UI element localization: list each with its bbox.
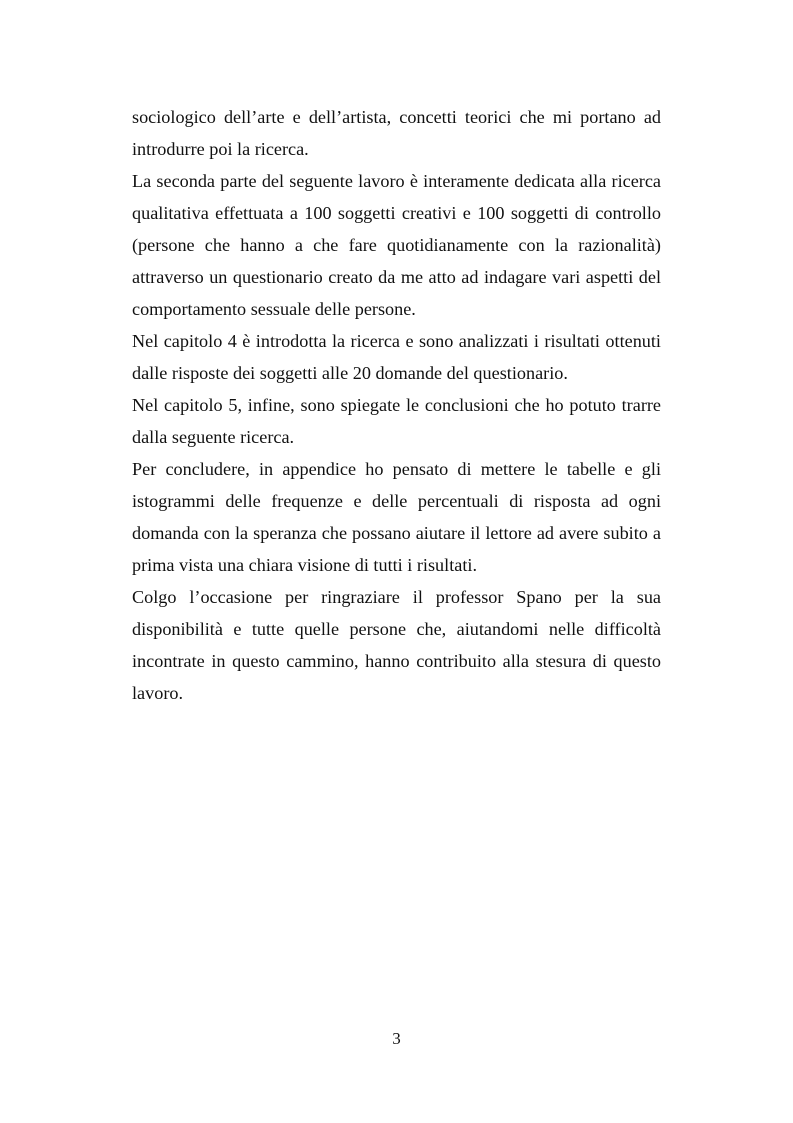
paragraph-3: Nel capitolo 4 è introdotta la ricerca e sono analizzati i risultati ottenuti dalle risposte dei soggetti alle 20 domande del questionario. <box>132 331 661 383</box>
body-text <box>132 101 661 709</box>
paragraph-5: Per concludere, in appendice ho pensato di mettere le tabelle e gli istogrammi delle frequenze e delle percentuali di risposta ad ogni domanda con la speranza che possano aiutare il lettore ad avere subito a prima vista una chiara visione di tutti i risultati. <box>132 459 661 575</box>
paragraph-6: Colgo l’occasione per ringraziare il professor Spano per la sua disponibilità e tutte quelle persone che, aiutandomi nelle difficoltà incontrate in questo cammino, hanno contribuito alla stesura di questo lavoro. <box>132 587 661 703</box>
paragraph-2: La seconda parte del seguente lavoro è interamente dedicata alla ricerca qualitativa effettuata a 100 soggetti creativi e 100 soggetti di controllo (persone che hanno a che fare quotidianamente con la razionalità) attraverso un questionario creato da me atto ad indagare vari aspetti del comportamento sessuale delle persone. <box>132 171 661 319</box>
paragraph-1: sociologico dell’arte e dell’artista, concetti teorici che mi portano ad introdurre poi la ricerca. <box>132 107 661 159</box>
paragraph-4: Nel capitolo 5, infine, sono spiegate le conclusioni che ho potuto trarre dalla seguente ricerca. <box>132 395 661 447</box>
page-number: 3 <box>392 1029 401 1048</box>
